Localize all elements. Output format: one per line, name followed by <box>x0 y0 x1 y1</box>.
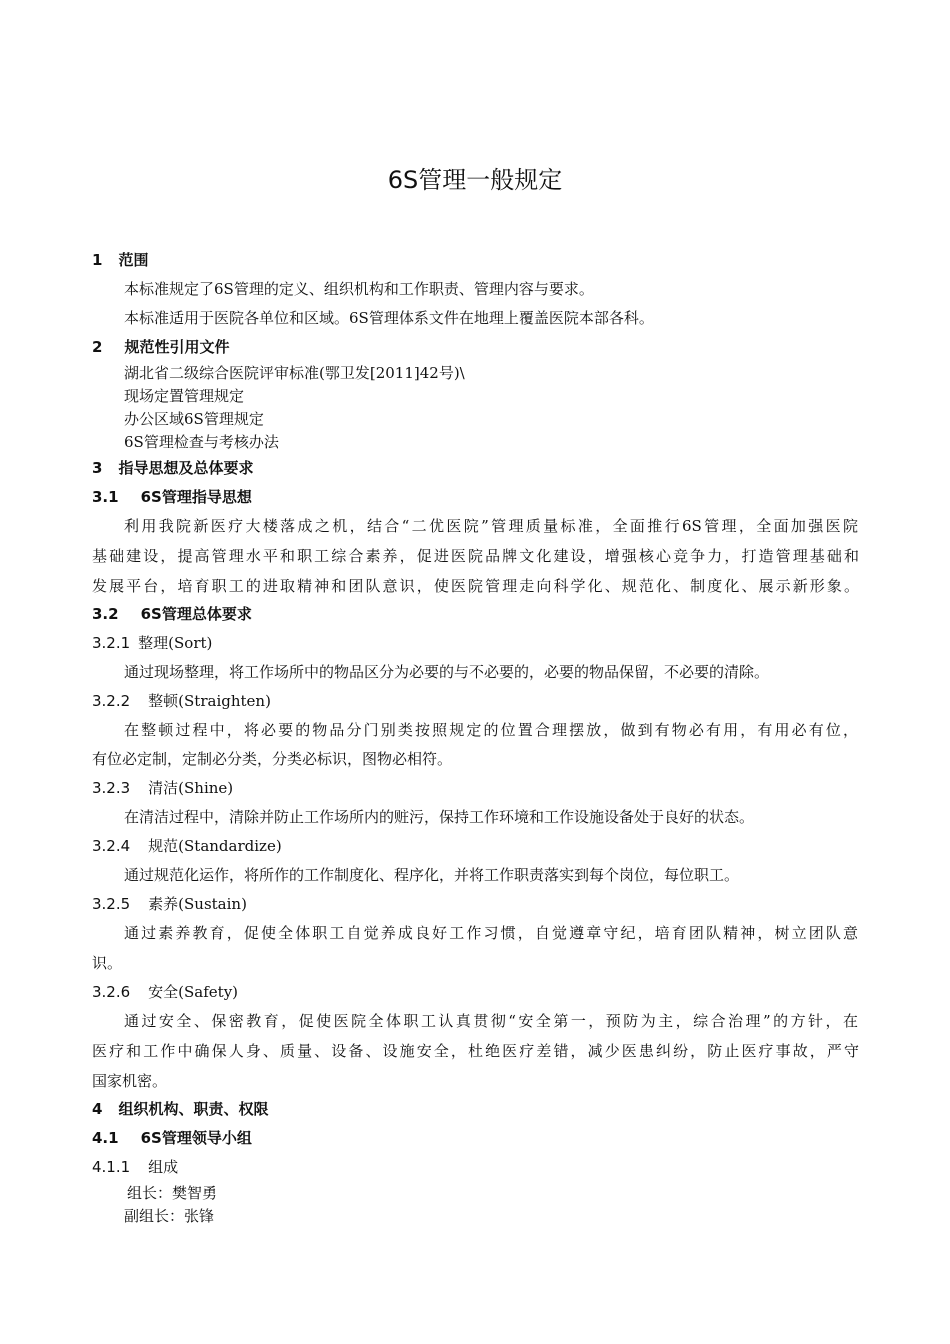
subsection-title: 整理(Sort) <box>138 634 213 652</box>
subsection-number: 3.2.6 <box>92 983 131 1001</box>
section-heading-1 <box>92 249 148 270</box>
subsection-heading-3-2-1 <box>92 632 212 653</box>
paragraph-line: 在清洁过程中，清除并防止工作场所内的赃污，保持工作环境和工作设施设备处于良好的状态。 <box>124 808 755 826</box>
section-title: 6S管理领导小组 <box>140 1129 252 1147</box>
section-heading-4 <box>92 1098 268 1119</box>
subsection-heading-4-1-1 <box>92 1156 178 1177</box>
paragraph: 本标准规定了6S管理的定义、组织机构和工作职责、管理内容与要求。 <box>124 280 594 298</box>
subsection-title: 安全(Safety) <box>148 983 239 1001</box>
subsection-number: 3.2.3 <box>92 779 131 797</box>
paragraph-line: 识。 <box>92 954 123 972</box>
page-title: 6S管理一般规定 <box>387 166 563 194</box>
reference-item: 6S管理检查与考核办法 <box>124 433 279 451</box>
section-number: 4 <box>92 1100 103 1118</box>
section-number: 1 <box>92 251 103 269</box>
section-number: 3 <box>92 459 103 477</box>
subsection-number: 3.2.5 <box>92 895 131 913</box>
subsection-title: 组成 <box>148 1158 179 1176</box>
paragraph-line: 通过现场整理，将工作场所中的物品区分为必要的与不必要的，必要的物品保留，不必要的清除。 <box>124 663 770 681</box>
reference-item: 湖北省二级综合医院评审标准(鄂卫发[2011]42号)\ <box>124 364 465 382</box>
paragraph-line: 在整顿过程中，将必要的物品分门别类按照规定的位置合理摆放，做到有物必有用，有用必有位， <box>124 721 858 739</box>
paragraph-line: 发展平台，培育职工的进取精神和团队意识，使医院管理走向科学化、规范化、制度化、展示新形象。 <box>92 577 859 595</box>
paragraph-line: 医疗和工作中确保人身、质量、设备、设施安全，杜绝医疗差错，减少医患纠纷，防止医疗事故，严守 <box>92 1042 859 1060</box>
section-number: 4.1 <box>92 1129 119 1147</box>
subsection-number: 3.2.1 <box>92 634 131 652</box>
section-title: 规范性引用文件 <box>124 338 230 356</box>
subsection-number: 4.1.1 <box>92 1158 131 1176</box>
paragraph-line: 通过安全、保密教育，促使医院全体职工认真贯彻“安全第一，预防为主，综合治理”的方针，在 <box>124 1012 858 1030</box>
paragraph: 本标准适用于医院各单位和区域。6S管理体系文件在地理上覆盖医院本部各科。 <box>124 309 654 327</box>
subsection-number: 3.2.4 <box>92 837 131 855</box>
section-title: 范围 <box>118 251 149 269</box>
subsection-heading-3-2-3 <box>92 777 233 798</box>
section-title: 组织机构、职责、权限 <box>118 1100 269 1118</box>
subsection-heading-3-2-5 <box>92 893 247 914</box>
subsection-title: 素养(Sustain) <box>148 895 247 913</box>
subsection-title: 整顿(Straighten) <box>148 692 271 710</box>
reference-item: 办公区域6S管理规定 <box>124 410 264 428</box>
section-title: 指导思想及总体要求 <box>118 459 254 477</box>
paragraph-line: 有位必定制，定制必分类，分类必标识，图物必相符。 <box>92 750 453 768</box>
subsection-title: 清洁(Shine) <box>148 779 234 797</box>
paragraph-line: 基础建设，提高管理水平和职工综合素养，促进医院品牌文化建设，增强核心竞争力，打造管理基础和 <box>92 547 859 565</box>
section-heading-3-2 <box>92 603 252 624</box>
subsection-number: 3.2.2 <box>92 692 131 710</box>
section-heading-3-1 <box>92 486 252 507</box>
reference-item: 现场定置管理规定 <box>124 387 245 405</box>
member-item: 副组长：张锋 <box>124 1207 215 1225</box>
subsection-heading-3-2-6 <box>92 981 238 1002</box>
subsection-title: 规范(Standardize) <box>148 837 282 855</box>
section-number: 3.2 <box>92 605 119 623</box>
paragraph-line: 通过素养教育，促使全体职工自觉养成良好工作习惯，自觉遵章守纪，培育团队精神，树立团队意 <box>124 924 858 942</box>
section-title: 6S管理总体要求 <box>140 605 252 623</box>
section-heading-2 <box>92 336 229 357</box>
paragraph-line: 国家机密。 <box>92 1072 168 1090</box>
member-item: 组长：樊智勇 <box>127 1184 218 1202</box>
section-heading-3 <box>92 457 253 478</box>
section-number: 2 <box>92 338 103 356</box>
paragraph-line: 利用我院新医疗大楼落成之机，结合“二优医院”管理质量标准，全面推行6S管理，全面加强医院 <box>124 517 858 535</box>
section-number: 3.1 <box>92 488 119 506</box>
subsection-heading-3-2-4 <box>92 835 282 856</box>
subsection-heading-3-2-2 <box>92 690 271 711</box>
section-title: 6S管理指导思想 <box>140 488 252 506</box>
paragraph-line: 通过规范化运作，将所作的工作制度化、程序化，并将工作职责落实到每个岗位，每位职工。 <box>124 866 740 884</box>
section-heading-4-1 <box>92 1127 252 1148</box>
